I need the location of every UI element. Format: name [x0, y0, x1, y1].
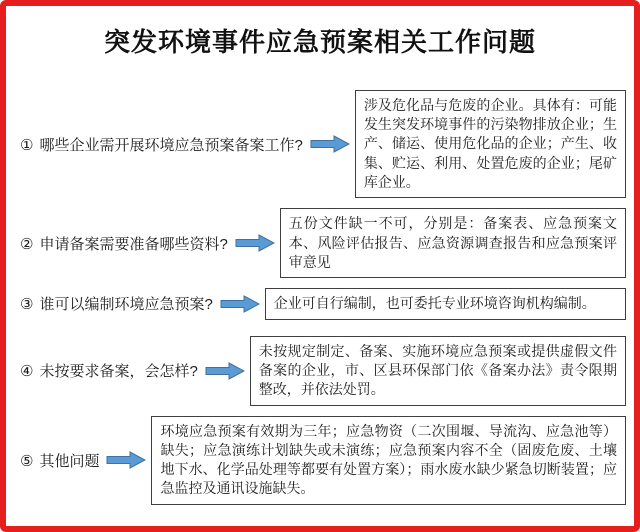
- question-2-text: 申请备案需要准备哪些资料?: [39, 235, 228, 253]
- answer-box-2: 五份文件缺一不可，分别是：备案表、应急预案文本、风险评估报告、应急资源调查报告和应急预案评审意见: [280, 208, 626, 278]
- answer-box-3: 企业可自行编制，也可委托专业环境咨询机构编制。: [265, 288, 626, 319]
- right-arrow-icon: [235, 234, 275, 252]
- answer-box-4: 未按规定制定、备案、实施环境应急预案或提供虚假文件备案的企业，市、区县环保部门依《备案办法》责令限期整改，并依法处罚。: [250, 336, 626, 406]
- question-2: [14, 233, 228, 254]
- right-arrow-icon: [205, 362, 245, 380]
- right-arrow-icon: [220, 295, 260, 313]
- right-arrow-icon: [106, 451, 146, 469]
- question-5-number: ⑤: [20, 452, 34, 470]
- poster-content: [6, 6, 634, 526]
- question-1-number: ①: [20, 136, 34, 154]
- right-arrow-icon: [310, 135, 350, 153]
- question-4: [14, 360, 198, 381]
- answer-box-5: 环境应急预案有效期为三年；应急物资（二次围堰、导流沟、应急池等）缺失；应急演练计划缺失或未演练；应急预案内容不全（固废危废、土壤地下水、化学品处理等都要有处置方案）；雨水废水缺少紧急切断装置；应急监控及通讯设施缺失。: [151, 416, 626, 505]
- question-3: [14, 293, 213, 314]
- qa-row-2: [14, 208, 626, 278]
- question-4-number: ④: [20, 363, 34, 381]
- question-3-text: 谁可以编制环境应急预案?: [39, 296, 213, 314]
- qa-row-4: [14, 336, 626, 406]
- question-3-number: ③: [20, 296, 34, 314]
- qa-row-5: [14, 416, 626, 505]
- question-2-number: ②: [20, 235, 34, 253]
- question-5-text: 其他问题: [39, 452, 100, 470]
- answer-box-1: 涉及危化品与危废的企业。具体有：可能发生突发环境事件的污染物排放企业；生产、储运、使用危化品的企业；产生、收集、贮运、利用、处置危废的企业；尾矿库企业。: [355, 90, 626, 199]
- question-1-text: 哪些企业需开展环境应急预案备案工作?: [39, 136, 303, 154]
- page-title: 突发环境事件应急预案相关工作问题: [103, 27, 536, 57]
- qa-row-3: [14, 288, 626, 319]
- question-5: [14, 450, 99, 471]
- question-4-text: 未按要求备案，会怎样?: [39, 363, 198, 381]
- question-1: [14, 134, 303, 155]
- qa-row-1: [14, 90, 626, 199]
